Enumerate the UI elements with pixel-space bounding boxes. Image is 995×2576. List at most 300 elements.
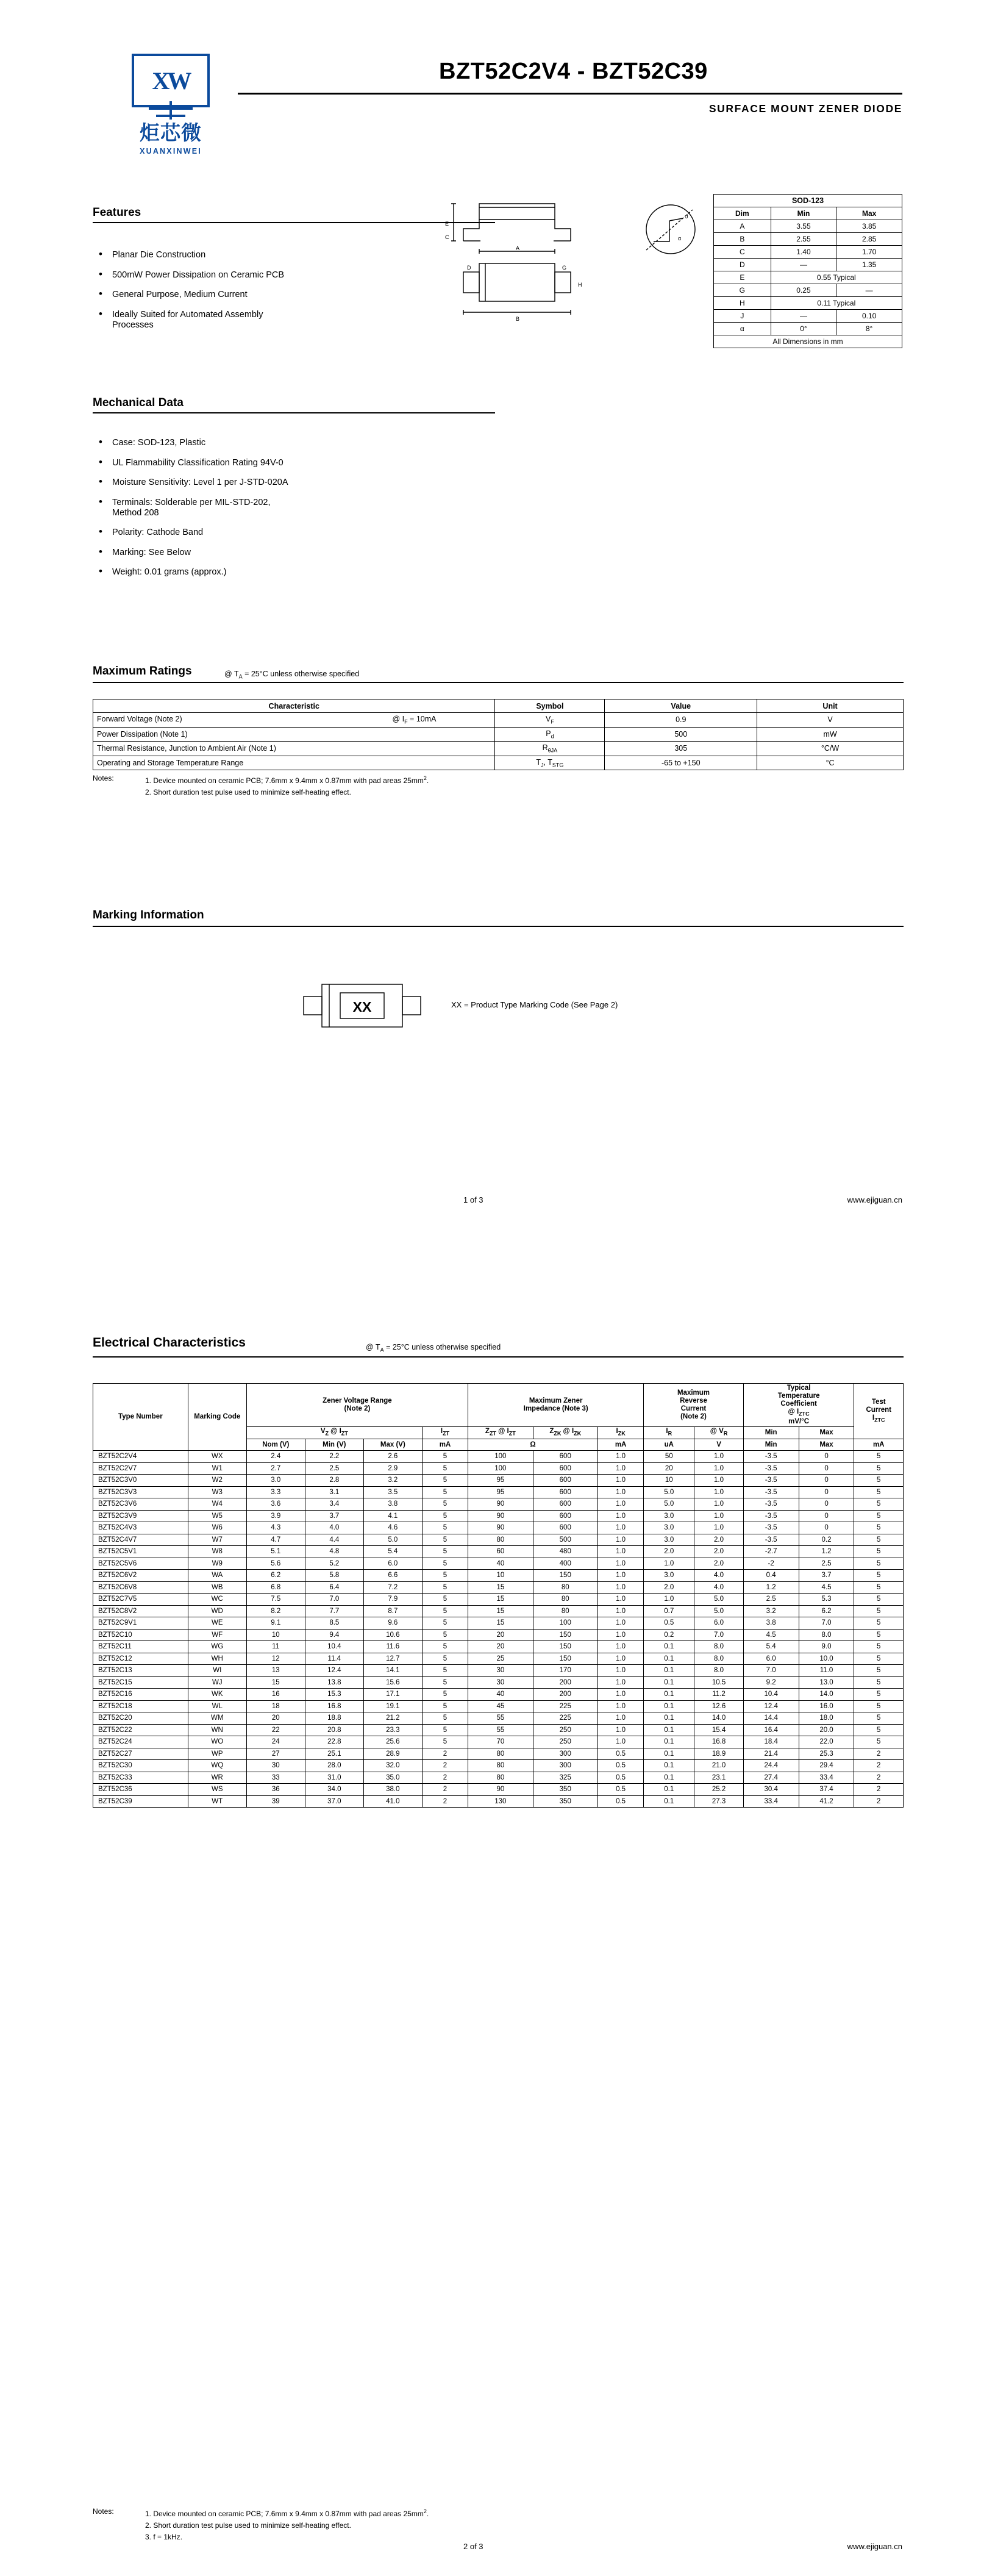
cell: 12	[246, 1653, 305, 1665]
cell: 90	[468, 1522, 533, 1534]
cell: WM	[188, 1712, 246, 1725]
cell: WL	[188, 1700, 246, 1712]
cell: 4.4	[305, 1534, 363, 1546]
cell: 4.1	[363, 1510, 422, 1522]
cell: 80	[468, 1748, 533, 1760]
cell: 5.0	[694, 1594, 743, 1606]
cell: 6.2	[799, 1605, 854, 1617]
cell: 7.2	[363, 1581, 422, 1594]
cell: 5.2	[305, 1558, 363, 1570]
cell: 15	[468, 1594, 533, 1606]
cell: 5	[854, 1724, 904, 1736]
list-item: • Marking: See Below	[93, 548, 458, 558]
cell: 0.1	[644, 1748, 694, 1760]
cell: 37.0	[305, 1795, 363, 1808]
table-row: A 3.55 3.85	[714, 220, 902, 233]
cell: 5	[422, 1665, 468, 1677]
cell: 1.0	[597, 1712, 643, 1725]
cell: 1.0	[597, 1736, 643, 1748]
cell: 5.4	[743, 1641, 799, 1653]
cell: 80	[468, 1760, 533, 1772]
cell: 18.0	[799, 1712, 854, 1725]
cell: 5	[854, 1462, 904, 1475]
table-row	[93, 1712, 904, 1725]
svg-text:J: J	[685, 213, 688, 220]
cell: W5	[188, 1510, 246, 1522]
table-row	[93, 1665, 904, 1677]
cell: 7.7	[305, 1605, 363, 1617]
cell: 9.1	[246, 1617, 305, 1630]
cell: 30	[246, 1760, 305, 1772]
table-row: H 0.11 Typical	[714, 297, 902, 310]
cell: 40	[468, 1558, 533, 1570]
cell: 2.5	[305, 1462, 363, 1475]
cell: 5	[422, 1641, 468, 1653]
cell-type-number: BZT52C20	[93, 1712, 188, 1725]
marking-heading: Marking Information	[93, 909, 204, 921]
table-row: E 0.55 Typical	[714, 271, 902, 284]
cell: 5	[854, 1736, 904, 1748]
subgroup-tc-max: Max	[799, 1427, 854, 1439]
cell: 3.2	[363, 1475, 422, 1487]
cell: 100	[468, 1451, 533, 1463]
cell: 130	[468, 1795, 533, 1808]
max-ratings-divider	[93, 682, 904, 683]
cell: 18.8	[305, 1712, 363, 1725]
cell: 100	[468, 1462, 533, 1475]
cell: -3.5	[743, 1522, 799, 1534]
cell: 12.4	[305, 1665, 363, 1677]
cell: 70	[468, 1736, 533, 1748]
cell-type-number: BZT52C30	[93, 1760, 188, 1772]
cell: 90	[468, 1784, 533, 1796]
cell-type-number: BZT52C18	[93, 1700, 188, 1712]
cell: 600	[533, 1475, 597, 1487]
cell: 0	[799, 1522, 854, 1534]
cell: 19.1	[363, 1700, 422, 1712]
table-row	[93, 1546, 904, 1558]
table-row: Thermal Resistance, Junction to Ambient Air (Note 1) $R_{\theta JA}$ 305 °C/W	[93, 742, 904, 756]
cell: 250	[533, 1724, 597, 1736]
cell: 7.0	[799, 1617, 854, 1630]
cell: 18.9	[694, 1748, 743, 1760]
cell: 6.2	[246, 1570, 305, 1582]
cell: 2	[854, 1795, 904, 1808]
cell: 9.6	[363, 1617, 422, 1630]
cell: 3.2	[743, 1605, 799, 1617]
cell: 5.0	[694, 1605, 743, 1617]
cell: 5	[422, 1546, 468, 1558]
title-divider	[238, 93, 902, 95]
cell: 90	[468, 1498, 533, 1511]
cell: 5.6	[246, 1558, 305, 1570]
cell: WS	[188, 1784, 246, 1796]
cell: 20	[246, 1712, 305, 1725]
table-row	[93, 1451, 904, 1463]
cell: 8.0	[694, 1665, 743, 1677]
cell: 34.0	[305, 1784, 363, 1796]
cell-type-number: BZT52C7V5	[93, 1594, 188, 1606]
cell: 2.5	[799, 1558, 854, 1570]
cell: 1.0	[597, 1689, 643, 1701]
cell: 3.5	[363, 1486, 422, 1498]
cell: 1.2	[799, 1546, 854, 1558]
cell: 1.0	[597, 1700, 643, 1712]
cell: 5	[422, 1617, 468, 1630]
cell: 4.5	[743, 1629, 799, 1641]
cell: 5	[854, 1486, 904, 1498]
cell: 2.9	[363, 1462, 422, 1475]
note-item: 2. Short duration test pulse used to minimize self-heating effect.	[145, 2521, 351, 2530]
max-ratings-condition: @ $T_A = 25^\circ C$ unless otherwise specified	[224, 670, 360, 680]
cell: 5	[422, 1451, 468, 1463]
cell: 5	[854, 1617, 904, 1630]
cell: 5	[422, 1486, 468, 1498]
cell: 0.1	[644, 1784, 694, 1796]
cell: 6.0	[743, 1653, 799, 1665]
table-row	[93, 1772, 904, 1784]
cell: 3.7	[305, 1510, 363, 1522]
cell: 3.0	[644, 1534, 694, 1546]
cell: 5	[854, 1475, 904, 1487]
cell: 1.0	[644, 1594, 694, 1606]
cell: 325	[533, 1772, 597, 1784]
cell: 27	[246, 1748, 305, 1760]
cell: 4.0	[694, 1581, 743, 1594]
page-title: BZT52C2V4 - BZT52C39	[439, 59, 708, 84]
cell: 10.4	[743, 1689, 799, 1701]
cell: 15.6	[363, 1676, 422, 1689]
cell: 80	[533, 1594, 597, 1606]
mechanical-heading: Mechanical Data	[93, 396, 184, 409]
cell: 2.0	[644, 1581, 694, 1594]
cell: 0.7	[644, 1605, 694, 1617]
cell: 1.0	[694, 1475, 743, 1487]
cell: 5	[854, 1653, 904, 1665]
svg-text:E: E	[445, 221, 449, 227]
table-header-row: Characteristic Symbol Value Unit	[93, 699, 904, 713]
cell: 5	[854, 1689, 904, 1701]
cell: WO	[188, 1736, 246, 1748]
cell: 20	[468, 1641, 533, 1653]
cell: 32.0	[363, 1760, 422, 1772]
cell: 16.8	[694, 1736, 743, 1748]
cell: 5	[422, 1522, 468, 1534]
cell-type-number: BZT52C4V7	[93, 1534, 188, 1546]
cell: 1.0	[597, 1641, 643, 1653]
table-row: J — 0.10	[714, 310, 902, 323]
cell: 10	[246, 1629, 305, 1641]
cell: -3.5	[743, 1534, 799, 1546]
table-row: Forward Voltage (Note 2) @ $I_F = 10mA$ $V_F$ 0.9 V	[93, 713, 904, 728]
cell: 1.0	[597, 1724, 643, 1736]
cell: 18	[246, 1700, 305, 1712]
table-row: Dim Min Max	[714, 207, 902, 220]
cell: 14.4	[743, 1712, 799, 1725]
cell: 15	[246, 1676, 305, 1689]
cell: 5	[854, 1594, 904, 1606]
cell: 23.3	[363, 1724, 422, 1736]
cell: 22	[246, 1724, 305, 1736]
cell: 2.2	[305, 1451, 363, 1463]
cell: 100	[533, 1617, 597, 1630]
cell: 2.5	[743, 1594, 799, 1606]
table-row: C 1.40 1.70	[714, 246, 902, 259]
cell: 5	[422, 1700, 468, 1712]
cell: 1.0	[694, 1486, 743, 1498]
cell: 1.0	[597, 1594, 643, 1606]
list-item: • Terminals: Solderable per MIL-STD-202, Method 208	[93, 498, 458, 518]
cell: 2	[422, 1748, 468, 1760]
cell: 45	[468, 1700, 533, 1712]
cell: 6.8	[246, 1581, 305, 1594]
cell: 20.0	[799, 1724, 854, 1736]
cell: 10.5	[694, 1676, 743, 1689]
cell: 29.4	[799, 1760, 854, 1772]
cell-type-number: BZT52C2V4	[93, 1451, 188, 1463]
table-row: G 0.25 —	[714, 284, 902, 297]
cell: 33	[246, 1772, 305, 1784]
cell: WA	[188, 1570, 246, 1582]
cell: 23.1	[694, 1772, 743, 1784]
table-row	[93, 1676, 904, 1689]
svg-text:A: A	[516, 245, 520, 251]
table-row	[93, 1486, 904, 1498]
table-header-row: Nom (V) Min (V) Max (V) mA Ω mA uA V Min Max mA	[93, 1439, 904, 1451]
cell: 10.6	[363, 1629, 422, 1641]
cell: 2	[854, 1772, 904, 1784]
table-header-row: Type Number Marking Code Zener Voltage Range (Note 2) Maximum Zener Impedance (Note 3) Maximum Reverse Current (Note 2) Typical Temperature Coefficient @ $I_{ZTC}$ mV/°C Test Current $I_{ZTC}$	[93, 1384, 904, 1427]
cell: 5	[422, 1498, 468, 1511]
electrical-divider	[93, 1356, 904, 1358]
table-row	[93, 1653, 904, 1665]
cell: 8.0	[694, 1653, 743, 1665]
cell: 55	[468, 1712, 533, 1725]
subgroup-tc-min: Min	[743, 1427, 799, 1439]
table-row	[93, 1795, 904, 1808]
electrical-characteristics-table	[93, 1383, 904, 1808]
cell: 2.0	[644, 1546, 694, 1558]
cell: 5.4	[363, 1546, 422, 1558]
cell: W3	[188, 1486, 246, 1498]
cell: 33.4	[799, 1772, 854, 1784]
cell-type-number: BZT52C15	[93, 1676, 188, 1689]
note-item: 1. Device mounted on ceramic PCB; 7.6mm x 9.4mm x 0.87mm with pad areas $25mm^2$.	[145, 775, 429, 785]
cell: 400	[533, 1558, 597, 1570]
cell: 6.0	[694, 1617, 743, 1630]
cell: W7	[188, 1534, 246, 1546]
cell: 225	[533, 1712, 597, 1725]
cell: 17.1	[363, 1689, 422, 1701]
cell: 16.8	[305, 1700, 363, 1712]
cell: 11.4	[305, 1653, 363, 1665]
cell: 4.5	[799, 1581, 854, 1594]
table-row	[93, 1510, 904, 1522]
cell: WC	[188, 1594, 246, 1606]
cell: 30.4	[743, 1784, 799, 1796]
cell: 22.8	[305, 1736, 363, 1748]
list-item: • Case: SOD-123, Plastic	[93, 438, 458, 448]
page1-number: 1 of 3	[463, 1195, 483, 1204]
cell: -3.5	[743, 1498, 799, 1511]
cell: 8.0	[694, 1641, 743, 1653]
cell: 0	[799, 1475, 854, 1487]
cell: 8.5	[305, 1617, 363, 1630]
cell: 21.2	[363, 1712, 422, 1725]
cell: 2	[854, 1784, 904, 1796]
cell: 3.6	[246, 1498, 305, 1511]
electrical-heading: Electrical Characteristics	[93, 1336, 246, 1350]
cell: 7.5	[246, 1594, 305, 1606]
cell: 10.4	[305, 1641, 363, 1653]
marking-divider	[93, 926, 904, 927]
cell: WQ	[188, 1760, 246, 1772]
cell: 4.0	[305, 1522, 363, 1534]
table-row	[714, 195, 902, 207]
cell: 40	[468, 1689, 533, 1701]
cell: 0.1	[644, 1712, 694, 1725]
cell: 0.4	[743, 1570, 799, 1582]
cell: 4.0	[694, 1570, 743, 1582]
cell: 0	[799, 1498, 854, 1511]
cell: 6.4	[305, 1581, 363, 1594]
page2-url[interactable]: www.ejiguan.cn	[847, 2542, 902, 2551]
list-item: • 500mW Power Dissipation on Ceramic PCB	[93, 270, 434, 281]
cell: WI	[188, 1665, 246, 1677]
cell: 5	[854, 1498, 904, 1511]
cell: 10.0	[799, 1653, 854, 1665]
note-item: 2. Short duration test pulse used to minimize self-heating effect.	[145, 788, 351, 796]
cell: 5	[422, 1581, 468, 1594]
cell: 41.2	[799, 1795, 854, 1808]
logo-chinese-name: 炬芯微	[140, 121, 202, 145]
subgroup-zzk: $Z_{ZK}$ @ $I_{ZK}$	[533, 1427, 597, 1439]
cell-type-number: BZT52C4V3	[93, 1522, 188, 1534]
cell: 5	[422, 1534, 468, 1546]
cell: -3.5	[743, 1510, 799, 1522]
cell: 170	[533, 1665, 597, 1677]
cell: 0	[799, 1486, 854, 1498]
features-list	[93, 250, 434, 340]
cell: 14.0	[694, 1712, 743, 1725]
cell: 9.2	[743, 1676, 799, 1689]
cell: 15	[468, 1581, 533, 1594]
cell-type-number: BZT52C11	[93, 1641, 188, 1653]
table-row	[93, 1724, 904, 1736]
table-row: D — 1.35	[714, 259, 902, 271]
note-item: 1. Device mounted on ceramic PCB; 7.6mm x 9.4mm x 0.87mm with pad areas $25mm^2$.	[145, 2508, 429, 2518]
cell: 2.8	[305, 1475, 363, 1487]
cell: 1.0	[694, 1451, 743, 1463]
cell: 5.3	[799, 1594, 854, 1606]
cell: 1.0	[597, 1451, 643, 1463]
cell: 0.5	[597, 1784, 643, 1796]
list-item: • Weight: 0.01 grams (approx.)	[93, 567, 458, 578]
cell: W6	[188, 1522, 246, 1534]
cell: 20	[468, 1629, 533, 1641]
svg-text:D: D	[467, 265, 471, 271]
cell: 3.0	[644, 1522, 694, 1534]
cell: 1.0	[597, 1665, 643, 1677]
cell: 1.0	[597, 1522, 643, 1534]
cell: 15	[468, 1617, 533, 1630]
table-row	[93, 1700, 904, 1712]
cell: 600	[533, 1462, 597, 1475]
cell: 1.0	[597, 1534, 643, 1546]
table-row	[93, 1534, 904, 1546]
page2-number: 2 of 3	[463, 2542, 483, 2551]
cell: 0.1	[644, 1653, 694, 1665]
cell: 1.0	[597, 1617, 643, 1630]
cell: 2	[422, 1760, 468, 1772]
max-ratings-table	[93, 699, 904, 770]
cell: 5	[854, 1712, 904, 1725]
cell: 20	[644, 1462, 694, 1475]
cell: 200	[533, 1689, 597, 1701]
group-test-current: Test Current $I_{ZTC}$	[854, 1384, 904, 1439]
cell: 4.6	[363, 1522, 422, 1534]
table-row	[93, 1558, 904, 1570]
cell: 20.8	[305, 1724, 363, 1736]
cell: 0.5	[597, 1772, 643, 1784]
cell: 1.0	[694, 1462, 743, 1475]
cell: 0	[799, 1510, 854, 1522]
group-zener-voltage: Zener Voltage Range (Note 2)	[246, 1384, 468, 1427]
cell: 1.2	[743, 1581, 799, 1594]
cell: 2.0	[694, 1534, 743, 1546]
cell: WF	[188, 1629, 246, 1641]
cell: 27.4	[743, 1772, 799, 1784]
cell: WK	[188, 1689, 246, 1701]
cell: 3.8	[363, 1498, 422, 1511]
cell: 5	[422, 1712, 468, 1725]
svg-text:H: H	[578, 282, 582, 288]
cell: WN	[188, 1724, 246, 1736]
svg-text:α: α	[678, 235, 682, 242]
cell: 1.0	[597, 1498, 643, 1511]
cell: 16.4	[743, 1724, 799, 1736]
cell: W1	[188, 1462, 246, 1475]
cell: 95	[468, 1486, 533, 1498]
cell: 4.7	[246, 1534, 305, 1546]
cell-type-number: BZT52C9V1	[93, 1617, 188, 1630]
cell: 1.0	[597, 1676, 643, 1689]
cell: -3.5	[743, 1451, 799, 1463]
table-row: B 2.55 2.85	[714, 233, 902, 246]
cell-type-number: BZT52C27	[93, 1748, 188, 1760]
cell: 5	[422, 1462, 468, 1475]
cell: 25.2	[694, 1784, 743, 1796]
cell: 5	[854, 1510, 904, 1522]
cell: 24.4	[743, 1760, 799, 1772]
cell: 1.0	[597, 1653, 643, 1665]
cell: 350	[533, 1795, 597, 1808]
cell: 0.1	[644, 1641, 694, 1653]
cell-type-number: BZT52C33	[93, 1772, 188, 1784]
note-item: 3. f = 1kHz.	[145, 2533, 183, 2541]
cell: -2.7	[743, 1546, 799, 1558]
cell: 600	[533, 1498, 597, 1511]
cell: WR	[188, 1772, 246, 1784]
cell: 4.8	[305, 1546, 363, 1558]
cell: 8.0	[799, 1629, 854, 1641]
cell: 0.1	[644, 1736, 694, 1748]
cell: 3.0	[644, 1570, 694, 1582]
page-subtitle: SURFACE MOUNT ZENER DIODE	[708, 102, 902, 115]
page1-url[interactable]: www.ejiguan.cn	[847, 1195, 902, 1204]
cell: 600	[533, 1510, 597, 1522]
cell-type-number: BZT52C39	[93, 1795, 188, 1808]
